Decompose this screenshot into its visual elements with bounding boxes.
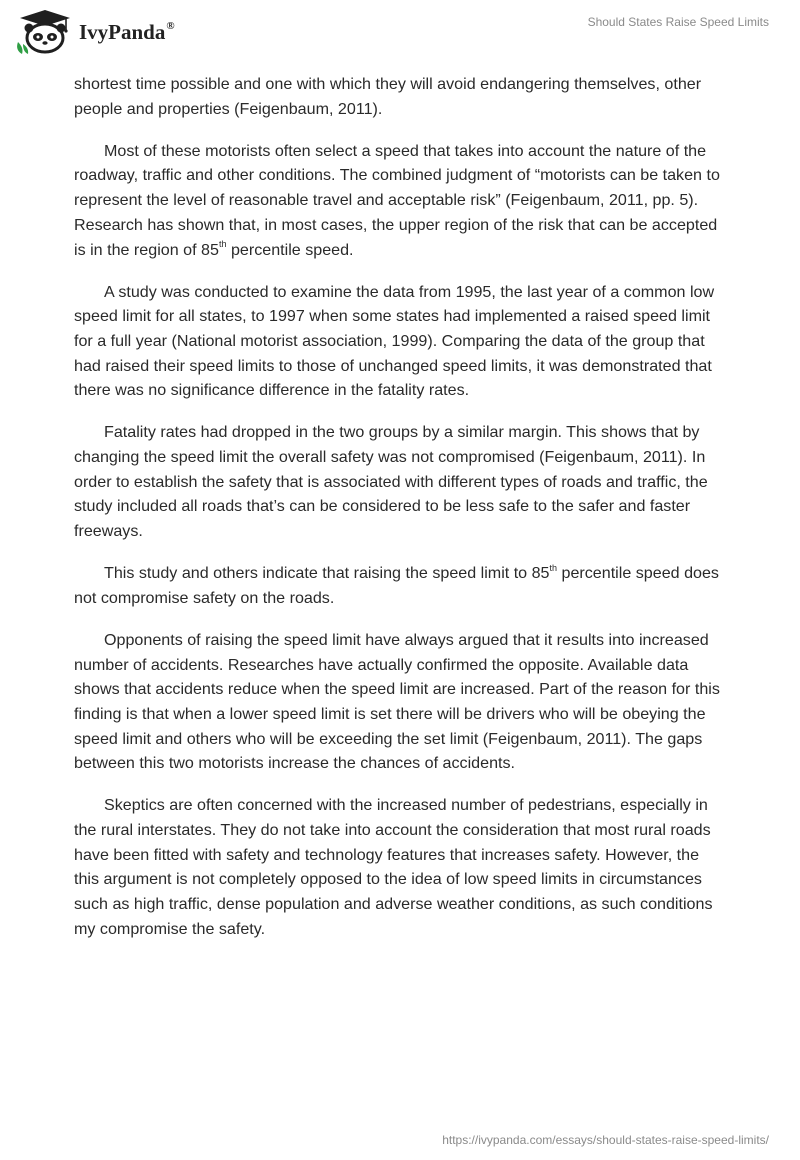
document-title: Should States Raise Speed Limits xyxy=(587,15,769,29)
paragraph-opponents: Opponents of raising the speed limit have always argued that it results into increased number of accidents. Researches have actually confirmed the opposite. Available data shows that accidents reduce when the speed limit are increased. Part of the reason for this finding is that when a lower speed limit is set there will be drivers who will be obeying the speed limit and others who will be exceeding the set limit (Feigenbaum, 2011). The gaps between this two motorists increase the chances of accidents. xyxy=(74,630,720,773)
paragraph-text: This study and others indicate that raising the speed limit to 85 xyxy=(104,564,550,583)
ordinal-superscript: th xyxy=(549,562,558,573)
brand-name[interactable] xyxy=(79,20,175,45)
paragraph-motorists-speed xyxy=(74,139,726,263)
paragraph-text-end: percentile speed does not compromise safety on the roads. xyxy=(74,564,719,607)
ordinal-superscript: th xyxy=(218,239,227,250)
paragraph-study-1995: A study was conducted to examine the data from 1995, the last year of a common low speed limit for all states, to 1997 when some states had implemented a raised speed limit for a full year (National motorist association, 1999). Comparing the data of the group that had raised their speed limits to those of unchanged speed limits, it was demonstrated that there was no significance difference in the fatality rates. xyxy=(74,282,715,400)
paragraph-fatality-rates: Fatality rates had dropped in the two groups by a similar margin. This shows that by changing the speed limit the overall safety was not compromised (Feigenbaum, 2011). In order to establish the safety that is associated with different types of roads and traffic, the study included all roads that’s can be considered to be less safe to the safer and faster freeways. xyxy=(74,423,708,541)
paragraph-text: Most of these motorists often select a speed that takes into account the nature of the roadway, traffic and other conditions. The combined judgment of “motorists can be taken to represent the level of reasonable travel and acceptable risk” (Feigenbaum, 2011, pp. 5). Research has shown that, in most cases, the upper region of the risk that can be accepted is in the region of 85 xyxy=(74,141,720,259)
essay-body xyxy=(74,72,726,959)
registered-mark: ® xyxy=(166,20,175,32)
paragraph-text-end: percentile speed. xyxy=(226,240,354,259)
paragraph-percentile-speed xyxy=(74,561,726,610)
source-url-link[interactable]: https://ivypanda.com/essays/should-states-raise-speed-limits/ xyxy=(442,1133,769,1147)
brand-text: IvyPanda xyxy=(79,20,166,44)
page-header xyxy=(0,0,800,70)
paragraph-continuation: shortest time possible and one with which they will avoid endangering themselves, other people and properties (Feigenbaum, 2011). xyxy=(74,75,702,118)
paragraph-skeptics: Skeptics are often concerned with the increased number of pedestrians, especially in the rural interstates. They do not take into account the consideration that most rural roads have been fitted with safety and technology features that increases safety. However, the this argument is not completely opposed to the idea of low speed limits in circumstances such as high traffic, dense population and adverse weather conditions, as such conditions my compromise the safety. xyxy=(74,796,713,938)
panda-logo-icon[interactable] xyxy=(14,8,76,56)
